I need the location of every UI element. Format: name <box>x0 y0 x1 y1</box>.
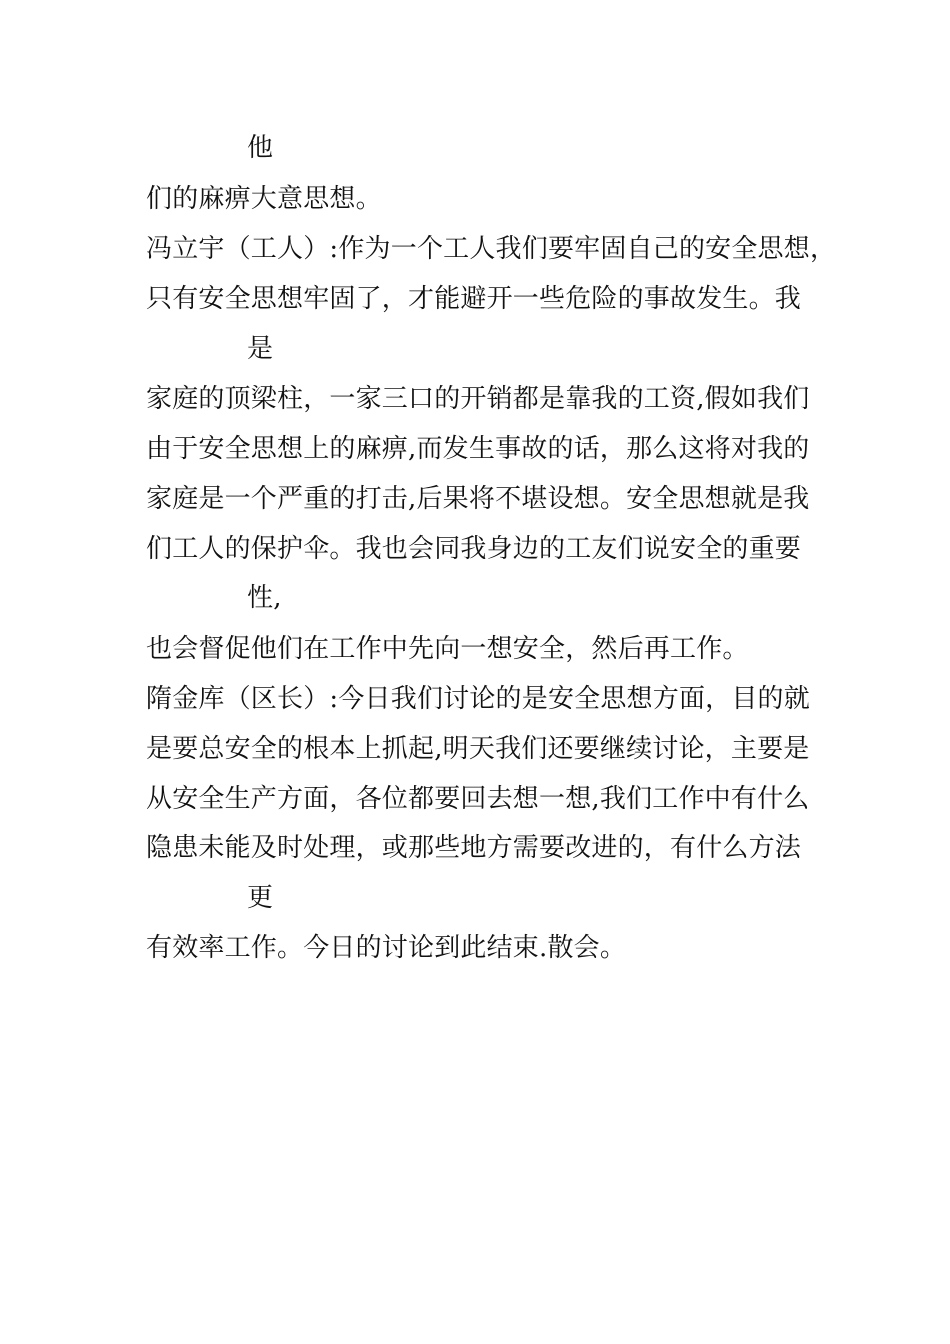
text-line: 只有安全思想牢固了，才能避开一些危险的事故发生。我 <box>146 284 802 314</box>
text-line: 从安全生产方面，各位都要回去想一想,我们工作中有什么 <box>146 784 810 814</box>
text-line: 隐患未能及时处理，或那些地方需要改进的，有什么方法 <box>146 833 802 863</box>
text-line: 们的麻痹大意思想。 <box>146 184 382 214</box>
text-line: 有效率工作。今日的讨论到此结束.散会。 <box>146 933 627 963</box>
text-line: 家庭是一个严重的打击,后果将不堪设想。安全思想就是我 <box>146 484 810 514</box>
text-line: 家庭的顶梁柱，一家三口的开销都是靠我的工资,假如我们 <box>146 384 810 414</box>
text-line: 冯立宇（工人）:作为一个工人我们要牢固自己的安全思想， <box>146 234 837 264</box>
text-line: 更 <box>247 883 274 913</box>
text-line: 由于安全思想上的麻痹,而发生事故的话，那么这将对我的 <box>146 434 810 464</box>
text-line: 是要总安全的根本上抓起,明天我们还要继续讨论，主要是 <box>146 734 810 764</box>
text-line: 是 <box>247 334 274 364</box>
text-line: 也会督促他们在工作中先向一想安全，然后再工作。 <box>146 634 749 664</box>
text-line: 们工人的保护伞。我也会同我身边的工友们说安全的重要 <box>146 534 802 564</box>
text-line: 隋金库（区长）:今日我们讨论的是安全思想方面，目的就 <box>146 684 810 714</box>
text-line: 他 <box>247 133 274 163</box>
text-line: 性, <box>247 583 282 613</box>
